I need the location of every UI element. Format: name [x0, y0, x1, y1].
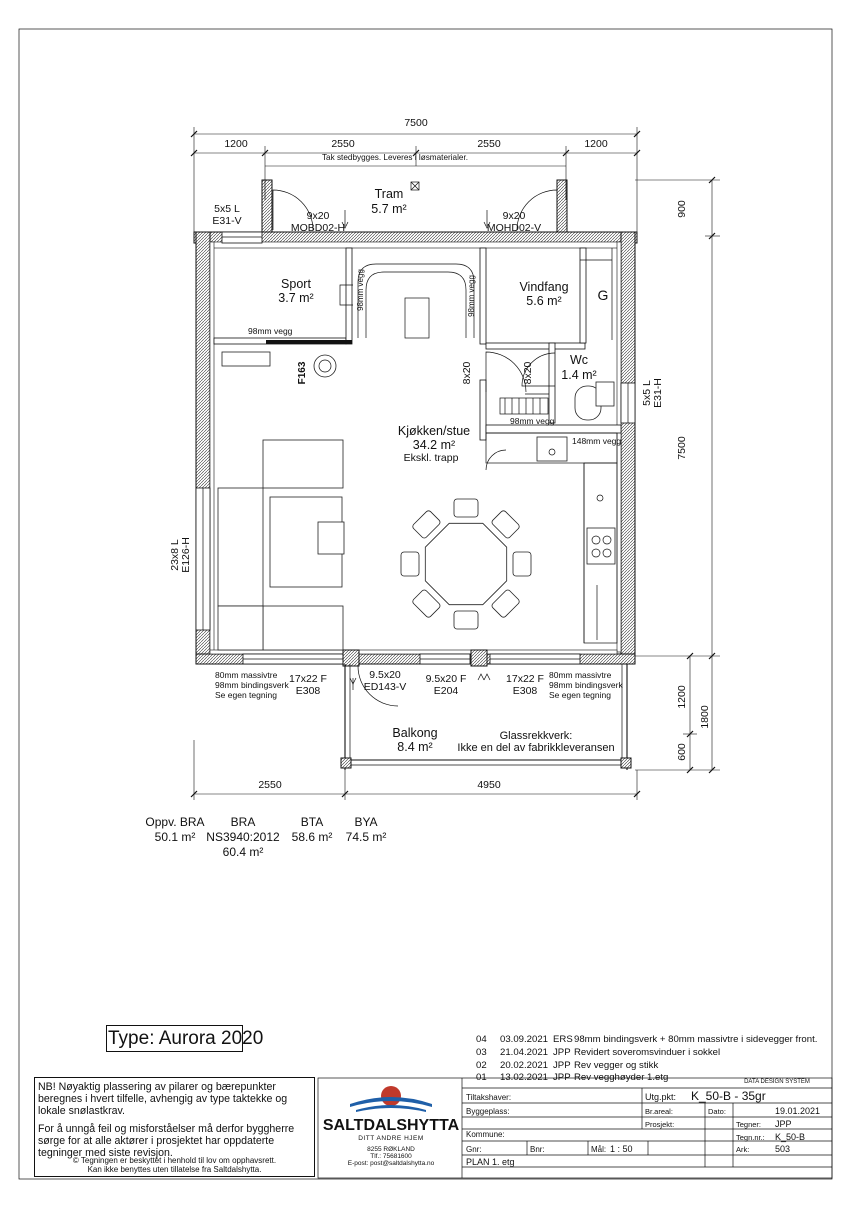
- revision-num: 02: [476, 1060, 487, 1071]
- door-right-code: MOHD02-V: [486, 222, 542, 234]
- tb-plan: PLAN 1. etg: [466, 1157, 515, 1167]
- title-block: [318, 1078, 832, 1178]
- area-label-0: Oppv. BRA: [145, 815, 205, 829]
- tb-tiltakshaver: Tiltakshaver:: [466, 1093, 512, 1102]
- revision-date: 13.02.2021: [500, 1072, 549, 1083]
- note-p1: NB! Nøyaktig plassering av pilarer og bærepunkter beregnes i hvert tilfelle, avhengig av type taktekke og lokale snølastkrav.: [38, 1081, 288, 1117]
- dining-chair: [454, 499, 478, 517]
- wall-148: 148mm vegg: [572, 436, 622, 446]
- door-left-code: MOBD02-H: [290, 222, 346, 234]
- copyright-line-2: Kan ikke benyttes uten tillatelse fra Saltdalshytta.: [87, 1165, 262, 1174]
- dining-chair: [412, 510, 442, 540]
- dim-right-1800: 1800: [699, 705, 711, 729]
- revision-num: 01: [476, 1072, 487, 1083]
- note-p2: For å unngå feil og misforståelser må derfor byggherre sørge for at alle aktører i prosjektet har oppdaterte tegninger med siste revisjon.: [38, 1123, 295, 1159]
- wall-98-v2: 98mm vegg: [467, 275, 476, 317]
- south-right-l2: 98mm bindingsverk: [549, 680, 623, 690]
- area-value-1: NS3940:2012: [206, 830, 280, 844]
- south-right-l3: Se egen tegning: [549, 690, 611, 700]
- roof-note: Tak stedbygges. Leveres i løsmaterialer.: [321, 153, 469, 162]
- tb-ark-value: 503: [775, 1144, 791, 1154]
- garderobe-label: G: [597, 287, 609, 303]
- dining-chair: [412, 589, 442, 619]
- area-label-3: BYA: [354, 815, 378, 829]
- tb-prosjekt: Prosjekt:: [645, 1120, 675, 1129]
- revision-date: 21.04.2021: [500, 1047, 549, 1058]
- win-s1-code: E308: [295, 685, 321, 697]
- tb-br-areal: Br.areal:: [645, 1107, 673, 1116]
- vindfang-door-swing: [486, 352, 526, 392]
- logo-sun-icon: [381, 1086, 401, 1106]
- area-label-2: BTA: [300, 815, 324, 829]
- copyright-note: [35, 1156, 314, 1174]
- tb-maal-value: 1 : 50: [610, 1144, 633, 1154]
- tb-dato-value: 19.01.2021: [775, 1106, 821, 1116]
- room-wc-name: Wc: [569, 353, 589, 367]
- room-vindfang-area: 5.6 m²: [526, 294, 562, 308]
- win-s3-code: E308: [512, 685, 538, 697]
- wall-98-v1: 98mm vegg: [356, 269, 365, 311]
- dim-top-1: 1200: [224, 138, 248, 150]
- dim-right-600: 600: [676, 743, 688, 761]
- glass-l1: Glassrekkverk:: [499, 730, 573, 742]
- south-left-l2: 98mm bindingsverk: [215, 680, 289, 690]
- tb-gnr: Gnr:: [466, 1145, 482, 1154]
- wall-98-wc: 98mm vegg: [510, 416, 555, 426]
- win-right-code: E31-H: [652, 378, 664, 408]
- tb-utg-value: K_50-B - 35gr: [691, 1089, 766, 1103]
- tb-byggeplass: Byggeplass:: [466, 1107, 510, 1116]
- sofa-left: [218, 488, 263, 606]
- company-phone: Tlf.: 75681600: [370, 1153, 412, 1160]
- east-wall: [621, 232, 635, 662]
- tb-kommune: Kommune:: [466, 1130, 505, 1139]
- tb-dato-label: Dato:: [708, 1107, 726, 1116]
- company-name: SALTDALSHYTTA: [322, 1117, 460, 1134]
- stove-hearth: [266, 340, 352, 344]
- revision-by: JPP: [553, 1072, 571, 1083]
- south-right-l1: 80mm massivtre: [549, 670, 612, 680]
- dining-chair: [491, 510, 521, 540]
- cooktop: [587, 528, 615, 564]
- company-tagline: DITT ANDRE HJEM: [358, 1135, 424, 1142]
- dining-chair: [454, 611, 478, 629]
- door-8x20-b: 8x20: [522, 361, 534, 385]
- copyright-line-1: © Tegningen er beskyttet i henhold til lov om opphavsrett.: [72, 1156, 277, 1165]
- revision-num: 03: [476, 1047, 487, 1058]
- revision-by: JPP: [553, 1060, 571, 1071]
- south-left-l3: Se egen tegning: [215, 690, 277, 700]
- door-bal-size: 9.5x20: [369, 669, 401, 681]
- dim-bottom-right: 4950: [477, 779, 501, 791]
- area-extra-1: 60.4 m²: [222, 845, 264, 859]
- win-s2-size: 9.5x20 F: [425, 673, 467, 685]
- revision-text: 98mm bindingsverk + 80mm massivtre i sidevegger front.: [574, 1034, 818, 1045]
- room-balcony-area: 8.4 m²: [397, 740, 433, 754]
- dining-table: [425, 523, 506, 604]
- room-kitchen-area: 34.2 m²: [412, 438, 456, 452]
- dining-chair: [513, 552, 531, 576]
- revision-num: 04: [476, 1034, 487, 1045]
- room-sport-area: 3.7 m²: [278, 291, 314, 305]
- room-kitchen-name: Kjøkken/stue: [397, 424, 471, 438]
- dim-right-1200: 1200: [676, 685, 688, 709]
- dim-top-4: 1200: [584, 138, 608, 150]
- side-chair: [318, 522, 344, 554]
- room-balcony-name: Balkong: [392, 726, 438, 740]
- staircase: [358, 264, 474, 338]
- win-left-size: 5x5 L: [214, 203, 240, 215]
- dim-right-top: 900: [676, 200, 688, 218]
- room-sport-name: Sport: [281, 277, 311, 291]
- fireplace-stove: [314, 355, 336, 377]
- tb-bnr: Bnr:: [530, 1145, 545, 1154]
- tb-maal-label: Mål:: [591, 1145, 607, 1154]
- revision-text: Rev vegger og stikk: [574, 1060, 659, 1071]
- revision-by: JPP: [553, 1047, 571, 1058]
- win-s3-size: 17x22 F: [506, 673, 544, 685]
- tb-tegner-label: Tegner:: [736, 1120, 762, 1129]
- dim-right-total: 7500: [676, 436, 688, 460]
- win-s2-code: E204: [433, 685, 459, 697]
- tb-ark-label: Ark:: [736, 1145, 750, 1154]
- door-left-size: 9x20: [306, 210, 330, 222]
- area-value-0: 50.1 m²: [154, 830, 196, 844]
- area-label-1: BRA: [230, 815, 256, 829]
- dim-total-top: 7500: [404, 117, 428, 129]
- sofa-bottom: [263, 606, 343, 650]
- room-tram-name: Tram: [374, 187, 404, 201]
- tb-tegner-value: JPP: [775, 1119, 792, 1129]
- area-summary: [145, 815, 386, 859]
- glass-l2: Ikke en del av fabrikkleveransen: [457, 742, 615, 754]
- dining-chair: [401, 552, 419, 576]
- sofa-top: [263, 440, 343, 488]
- dim-top-2: 2550: [331, 138, 355, 150]
- tb-tegn-nr-value: K_50-B: [775, 1132, 806, 1142]
- area-value-3: 74.5 m²: [345, 830, 387, 844]
- dim-top-3: 2550: [477, 138, 501, 150]
- revision-by: ERS: [553, 1034, 573, 1045]
- win-right-size: 5x5 L: [641, 380, 653, 406]
- type-label: Type: Aurora 2020: [106, 1025, 243, 1052]
- dining-chair: [491, 589, 521, 619]
- south-left-l1: 80mm massivtre: [215, 670, 278, 680]
- dining-set: [401, 499, 531, 629]
- vendor-label: DATA DESIGN SYSTEM: [744, 1079, 810, 1085]
- door-bal-code: ED143-V: [363, 681, 407, 693]
- sink: [596, 382, 614, 406]
- win-s1-size: 17x22 F: [289, 673, 327, 685]
- revision-text: Revidert soveromsvinduer i sokkel: [574, 1047, 721, 1058]
- notes-box: [34, 1077, 315, 1177]
- company-email: E-post: post@saltdalshytta.no: [347, 1160, 435, 1167]
- revision-date: 03.09.2021: [500, 1034, 549, 1045]
- room-vindfang-name: Vindfang: [519, 280, 569, 294]
- win-west-code: E126-H: [180, 537, 192, 573]
- revision-text: Rev vegghøyder 1.etg: [574, 1072, 669, 1083]
- room-tram-area: 5.7 m²: [371, 202, 407, 216]
- tb-tegn-nr-label: Tegn.nr.:: [736, 1133, 765, 1142]
- tb-utg-label: Utg.pkt:: [645, 1092, 677, 1102]
- revision-date: 20.02.2021: [500, 1060, 549, 1071]
- door-8x20-a: 8x20: [461, 361, 473, 385]
- living-furniture: [218, 352, 344, 650]
- win-left-code: E31-V: [212, 215, 242, 227]
- dim-bottom-left: 2550: [258, 779, 282, 791]
- area-value-2: 58.6 m²: [291, 830, 333, 844]
- interior-walls: [214, 248, 621, 440]
- door-right-size: 9x20: [502, 210, 526, 222]
- company-address: 8255 RØKLAND: [367, 1146, 415, 1153]
- win-west-size: 23x8 L: [169, 539, 181, 571]
- wall-98-sport: 98mm vegg: [248, 326, 293, 336]
- bench: [222, 352, 270, 366]
- room-wc-area: 1.4 m²: [561, 368, 597, 382]
- room-kitchen-note: Ekskl. trapp: [403, 452, 459, 464]
- stove-code: F163: [297, 361, 308, 385]
